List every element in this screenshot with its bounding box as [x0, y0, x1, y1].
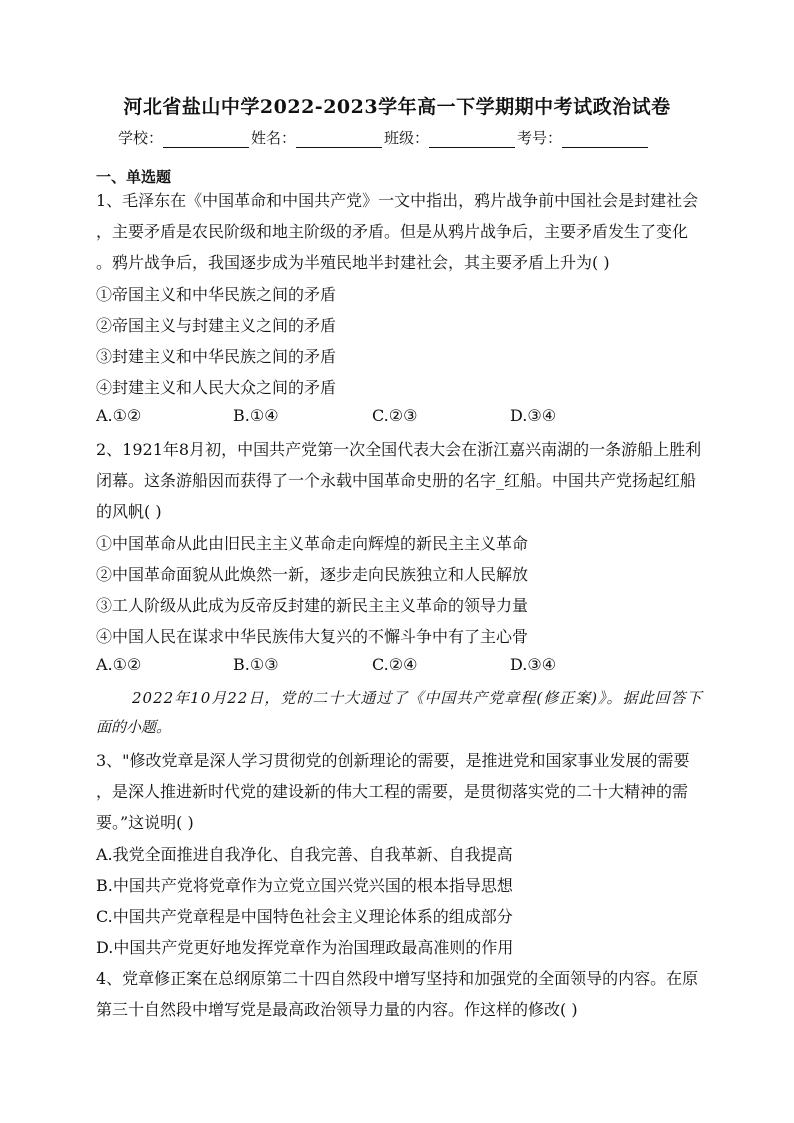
q3-stem-line-1: 3、"修改党章是深人学习贯彻党的创新理论的需要，是推进党和国家事业发展的需要 — [96, 751, 690, 770]
q2-item-1: ①中国革命从此由旧民主主义革命走向辉煌的新民主主义革命 — [96, 534, 529, 553]
q1-option-c[interactable]: C.②③ — [372, 406, 418, 425]
q2-option-d[interactable]: D.③④ — [510, 655, 557, 674]
material-intro-line-1: 2022年10月22日，党的二十大通过了《中国共产党章程(修正案)》。据此回答下 — [132, 689, 703, 707]
q2-item-3: ③工人阶级从此成为反帝反封建的新民主主义革命的领导力量 — [96, 596, 529, 615]
section-heading: 一、单选题 — [96, 168, 172, 186]
q3-option-d[interactable]: D.中国共产党更好地发挥党章作为治国理政最高准则的作用 — [96, 938, 514, 957]
q2-stem-line-2: 闭幕。这条游船因而获得了一个永载中国革命史册的名字_红船。中国共产党扬起红船 — [96, 471, 697, 490]
page-title: 河北省盐山中学2022-2023学年高一下学期期中考试政治试卷 — [123, 96, 671, 118]
school-blank[interactable] — [163, 133, 249, 148]
q1-item-4: ④封建主义和人民大众之间的矛盾 — [96, 378, 337, 397]
name-blank[interactable] — [296, 133, 382, 148]
q1-option-d[interactable]: D.③④ — [510, 406, 557, 425]
q1-item-2: ②帝国主义与封建主义之间的矛盾 — [96, 316, 337, 335]
q1-stem-line-3: 。鸦片战争后，我国逐步成为半殖民地半封建社会，其主要矛盾上升为( ) — [96, 253, 610, 272]
class-label: 班级： — [384, 129, 430, 147]
q3-option-a[interactable]: A.我党全面推进自我净化、自我完善、自我革新、自我提高 — [96, 845, 513, 864]
q3-stem-line-3: 要。”这说明( ) — [96, 813, 194, 832]
exam-number-label: 考号： — [517, 129, 563, 147]
q2-stem-line-3: 的风帆( ) — [96, 502, 162, 521]
q1-option-b[interactable]: B.①④ — [233, 406, 279, 425]
q1-item-3: ③封建主义和中华民族之间的矛盾 — [96, 347, 337, 366]
q1-item-1: ①帝国主义和中华民族之间的矛盾 — [96, 285, 337, 304]
q1-stem-line-1: 1、毛泽东在《中国革命和中国共产党》一文中指出，鸦片战争前中国社会是封建社会 — [96, 191, 699, 210]
q2-item-2: ②中国革命面貌从此焕然一新，逐步走向民族独立和人民解放 — [96, 565, 529, 584]
name-label: 姓名： — [251, 129, 297, 147]
q4-stem-line-2: 第三十自然段中增写党是最高政治领导力量的内容。作这样的修改( ) — [96, 1000, 578, 1019]
q1-stem-line-2: ，主要矛盾是农民阶级和地主阶级的矛盾。但是从鸦片战争后，主要矛盾发生了变化 — [96, 222, 689, 241]
q1-option-a[interactable]: A.①② — [96, 406, 142, 425]
q3-stem-line-2: ，是深人推进新时代党的建设新的伟大工程的需要，是贯彻落实党的二十大精神的需 — [96, 782, 689, 801]
student-info-row — [118, 127, 650, 148]
q2-option-b[interactable]: B.①③ — [233, 655, 279, 674]
q2-option-a[interactable]: A.①② — [96, 655, 142, 674]
q2-item-4: ④中国人民在谋求中华民族伟大复兴的不懈斗争中有了主心骨 — [96, 627, 529, 646]
class-blank[interactable] — [429, 133, 515, 148]
q2-stem-line-1: 2、1921年8月初，中国共产党第一次全国代表大会在浙江嘉兴南湖的一条游船上胜利 — [96, 440, 702, 459]
school-label: 学校： — [118, 129, 164, 147]
q2-option-c[interactable]: C.②④ — [372, 655, 418, 674]
q4-stem-line-1: 4、党章修正案在总纲原第二十四自然段中增写坚持和加强党的全面领导的内容。在原 — [96, 969, 699, 988]
exam-number-blank[interactable] — [562, 133, 648, 148]
q3-option-b[interactable]: B.中国共产党将党章作为立党立国兴党兴国的根本指导思想 — [96, 876, 513, 895]
q3-option-c[interactable]: C.中国共产党章程是中国特色社会主义理论体系的组成部分 — [96, 907, 513, 926]
material-intro-line-2: 面的小题。 — [96, 718, 172, 736]
